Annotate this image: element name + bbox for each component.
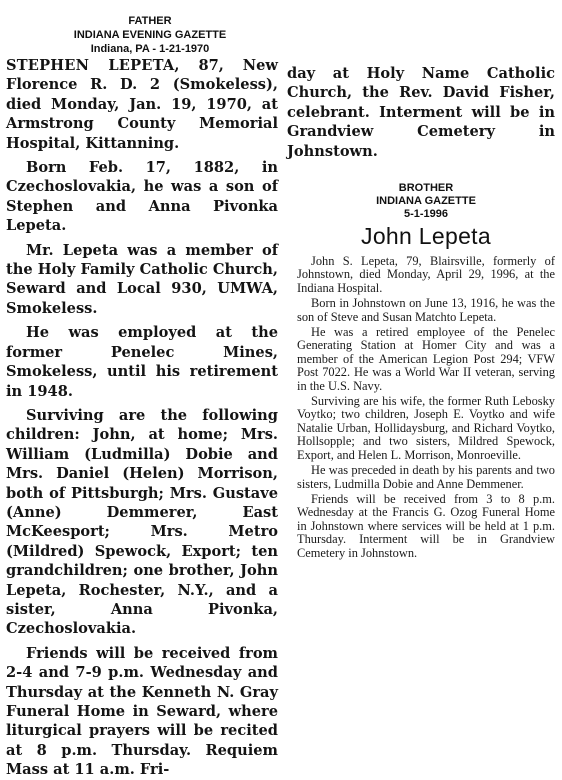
father-header-paper: INDIANA EVENING GAZETTE [73, 29, 227, 41]
brother-name-headline: John Lepeta [361, 223, 491, 249]
father-name: STEPHEN LEPETA [6, 57, 175, 74]
brother-header-relation: BROTHER [398, 182, 454, 194]
father-obit-p5: Surviving are the following children: John, at home; Mrs. William (Ludmilla) Dobie and Mrs. Daniel (Helen) Morrison, both of Pittsburgh; Mrs. Gustave (Anne) Demmerer, East McKeesport; Mrs. Metro (Mildred) Spewock, Export; ten grandchildren; one brother, John Lepeta, Rochester, N.Y., and a sister, Anna Pivonka, Czechoslovakia. [6, 406, 278, 638]
brother-obit-p1: John S. Lepeta, 79, Blairsville, formerly of Johnstown, died Monday, April 29, 1996, at the Indiana Hospital. [297, 254, 555, 295]
father-header-relation: FATHER [128, 15, 172, 27]
father-header-place-date: Indiana, PA - 1-21-1970 [90, 43, 210, 55]
father-obituary-continuation [287, 64, 555, 161]
brother-obit-p4: Surviving are his wife, the former Ruth Lebosky Voytko; two children, Joseph E. Voytko and wife Natalie Urban, Hollidaysburg, and Richard Voytko, Hollsopple; and two sisters, Mildred Spewock, Export, and Helen L. Morrison, Monroeville. [297, 394, 555, 462]
father-obit-p1-text: , 87, New Florence R. D. 2 (Smokeless), died Monday, Jan. 19, 1970, at Armstrong County Memorial Hospital, Kittanning. [6, 57, 278, 152]
brother-header-paper: INDIANA GAZETTE [376, 195, 476, 207]
father-obit-p1 [6, 56, 278, 153]
brother-obit-p3: He was a retired employee of the Penelec Generating Station at Homer City and was a member of the American Legion Post 294; VFW Post 7022. He was a World War II veteran, serving in the U.S. Navy. [297, 325, 555, 393]
brother-header-date: 5-1-1996 [403, 208, 449, 220]
brother-obituary-body [297, 255, 555, 560]
brother-obit-p6: Friends will be received from 3 to 8 p.m. Wednesday at the Francis G. Ozog Funeral Home in Johnstown where services will be held at 1 p.m. Thursday. Interment will be in Grandview Cemetery in Johnstown. [297, 491, 555, 560]
father-obit-p2: Born Feb. 17, 1882, in Czechoslovakia, he was a son of Stephen and Anna Pivonka Lepeta. [6, 159, 278, 235]
father-obit-p6: Friends will be received from 2-4 and 7-9 p.m. Wednesday and Thursday at the Kenneth N. Gray Funeral Home in Seward, where liturgical prayers will be recited at 8 p.m. Thursday. Requiem Mass at 11 a.m. Fri- [6, 644, 278, 779]
father-obit-continuation-text: day at Holy Name Catholic Church, the Rev. David Fisher, celebrant. Interment will be in Grandview Cemetery in Johnstown. [287, 65, 555, 160]
brother-obit-p5: He was preceded in death by his parents and two sisters, Ludmilla Dobie and Anne Demmener. [297, 463, 555, 491]
father-obituary [6, 56, 278, 779]
brother-clipping [297, 182, 555, 608]
brother-obit-p2: Born in Johnstown on June 13, 1916, he was the son of Steve and Susan Matchto Lepeta. [297, 296, 555, 324]
father-obit-p3: Mr. Lepeta was a member of the Holy Family Catholic Church, Seward and Local 930, UMWA, Smokeless. [6, 241, 278, 317]
father-obit-p4: He was employed at the former Penelec Mines, Smokeless, until his retirement in 1948. [6, 324, 278, 400]
